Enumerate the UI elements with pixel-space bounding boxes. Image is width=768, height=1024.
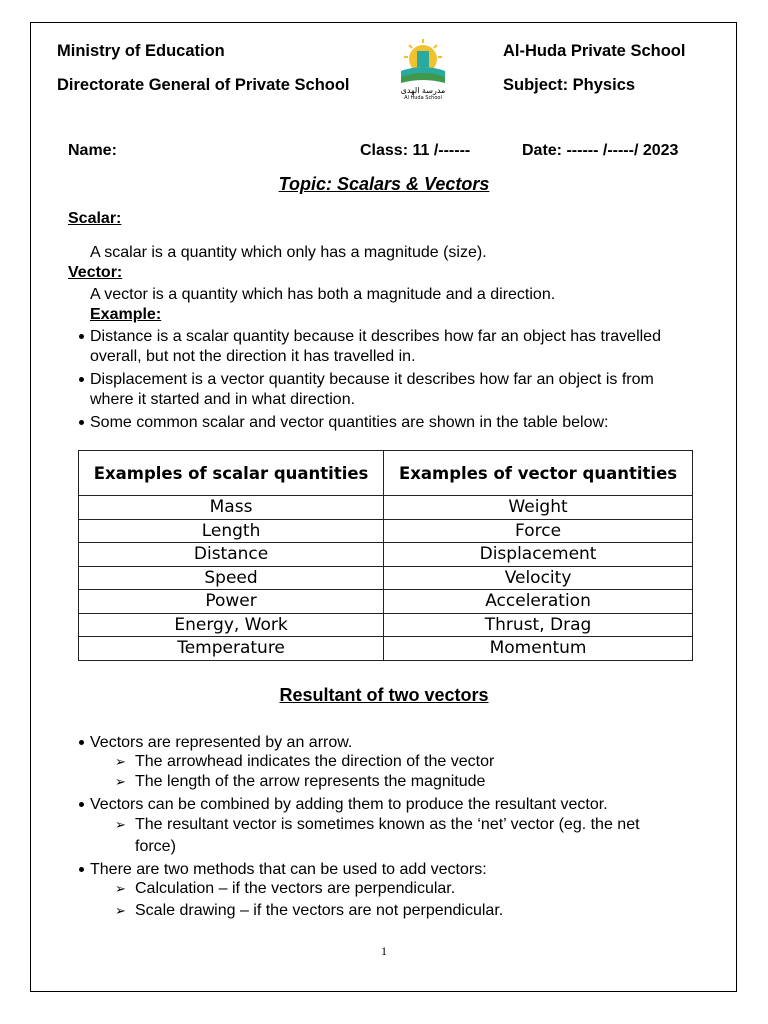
- bullet-dot: [79, 377, 84, 382]
- sub-item-net-vector-cont: [135, 838, 176, 856]
- name-label: Name:: [68, 142, 117, 159]
- bullet-dot: [79, 802, 84, 807]
- sub-item-text: The arrowhead indicates the direction of the vector: [135, 753, 495, 770]
- arrow-bullet-icon: ➢: [115, 903, 126, 918]
- scalar-cell: Temperature: [79, 637, 384, 661]
- scalar-cell: Mass: [79, 496, 384, 520]
- sub-item-text: The length of the arrow represents the magnitude: [135, 773, 486, 790]
- school-name: Al-Huda Private School: [503, 42, 686, 60]
- sub-item-arrowhead: [115, 753, 494, 771]
- vector-cell: Weight: [384, 496, 693, 520]
- sub-item-text: force): [135, 838, 176, 855]
- scalar-cell: Distance: [79, 543, 384, 567]
- bullet-text: Vectors can be combined by adding them to produce the resultant vector.: [90, 796, 608, 813]
- scalar-column-header: Examples of scalar quantities: [79, 451, 384, 496]
- topic-title: Topic: Scalars & Vectors: [278, 174, 490, 194]
- vector-cell: Thrust, Drag: [384, 613, 693, 637]
- ministry-label: Ministry of Education: [57, 42, 225, 60]
- scalar-heading: Scalar:: [68, 210, 122, 227]
- vector-column-header: Examples of vector quantities: [384, 451, 693, 496]
- vector-definition: A vector is a quantity which has both a magnitude and a direction.: [90, 286, 556, 303]
- class-label: Class: 11 /------: [360, 142, 471, 159]
- vector-cell: Force: [384, 519, 693, 543]
- table-row: [79, 543, 693, 567]
- sub-item-length: [115, 773, 485, 791]
- table-row: [79, 590, 693, 614]
- quantities-table: [78, 450, 693, 661]
- bullet-text: There are two methods that can be used to add vectors:: [90, 861, 487, 878]
- page-number: 1: [381, 944, 387, 958]
- vector-cell: Velocity: [384, 566, 693, 590]
- table-row: [79, 496, 693, 520]
- scalar-cell: Speed: [79, 566, 384, 590]
- arrow-bullet-icon: ➢: [115, 817, 126, 832]
- scalar-cell: Power: [79, 590, 384, 614]
- school-logo: [395, 37, 451, 105]
- sub-item-scale-drawing: [115, 902, 503, 920]
- vector-cell: Momentum: [384, 637, 693, 661]
- sub-item-net-vector: [115, 816, 640, 834]
- bullet-dot: [79, 740, 84, 745]
- table-row: [79, 519, 693, 543]
- sub-item-text: Scale drawing – if the vectors are not perpendicular.: [135, 902, 504, 919]
- vector-cell: Displacement: [384, 543, 693, 567]
- logo-caption-ar: مدرسة الهدى: [400, 86, 446, 95]
- table-row: [79, 566, 693, 590]
- arrow-bullet-icon: ➢: [115, 754, 126, 769]
- example-bullet-text: Distance is a scalar quantity because it describes how far an object has travelled overall, but not the direction it has travelled in.: [90, 328, 661, 365]
- logo-caption-en: Al Huda School: [404, 95, 442, 101]
- sub-item-calculation: [115, 880, 455, 898]
- bullet-dot: [79, 334, 84, 339]
- table-row: [79, 613, 693, 637]
- vector-heading: Vector:: [68, 264, 123, 281]
- bullet-text: Vectors are represented by an arrow.: [90, 734, 353, 751]
- scalar-definition: A scalar is a quantity which only has a magnitude (size).: [90, 244, 487, 261]
- scalar-cell: Energy, Work: [79, 613, 384, 637]
- date-label: Date: ------ /-----/ 2023: [522, 142, 679, 159]
- directorate-label: Directorate General of Private School: [57, 76, 350, 94]
- sub-item-text: Calculation – if the vectors are perpendicular.: [135, 880, 456, 897]
- vector-cell: Acceleration: [384, 590, 693, 614]
- table-header-row: [79, 451, 693, 496]
- arrow-bullet-icon: ➢: [115, 881, 126, 896]
- example-bullet-text: Some common scalar and vector quantities are shown in the table below:: [90, 414, 609, 431]
- bullet-dot: [79, 420, 84, 425]
- scalar-cell: Length: [79, 519, 384, 543]
- subject-label: Subject: Physics: [503, 76, 636, 94]
- example-bullet-text: Displacement is a vector quantity because it describes how far an object is from where it started and in what direction.: [90, 371, 654, 408]
- example-heading: Example:: [90, 306, 162, 323]
- bullet-dot: [79, 867, 84, 872]
- resultant-title: Resultant of two vectors: [279, 685, 489, 705]
- table-row: [79, 637, 693, 661]
- sub-item-text: The resultant vector is sometimes known as the ‘net’ vector (eg. the net: [135, 816, 640, 833]
- arrow-bullet-icon: ➢: [115, 774, 126, 789]
